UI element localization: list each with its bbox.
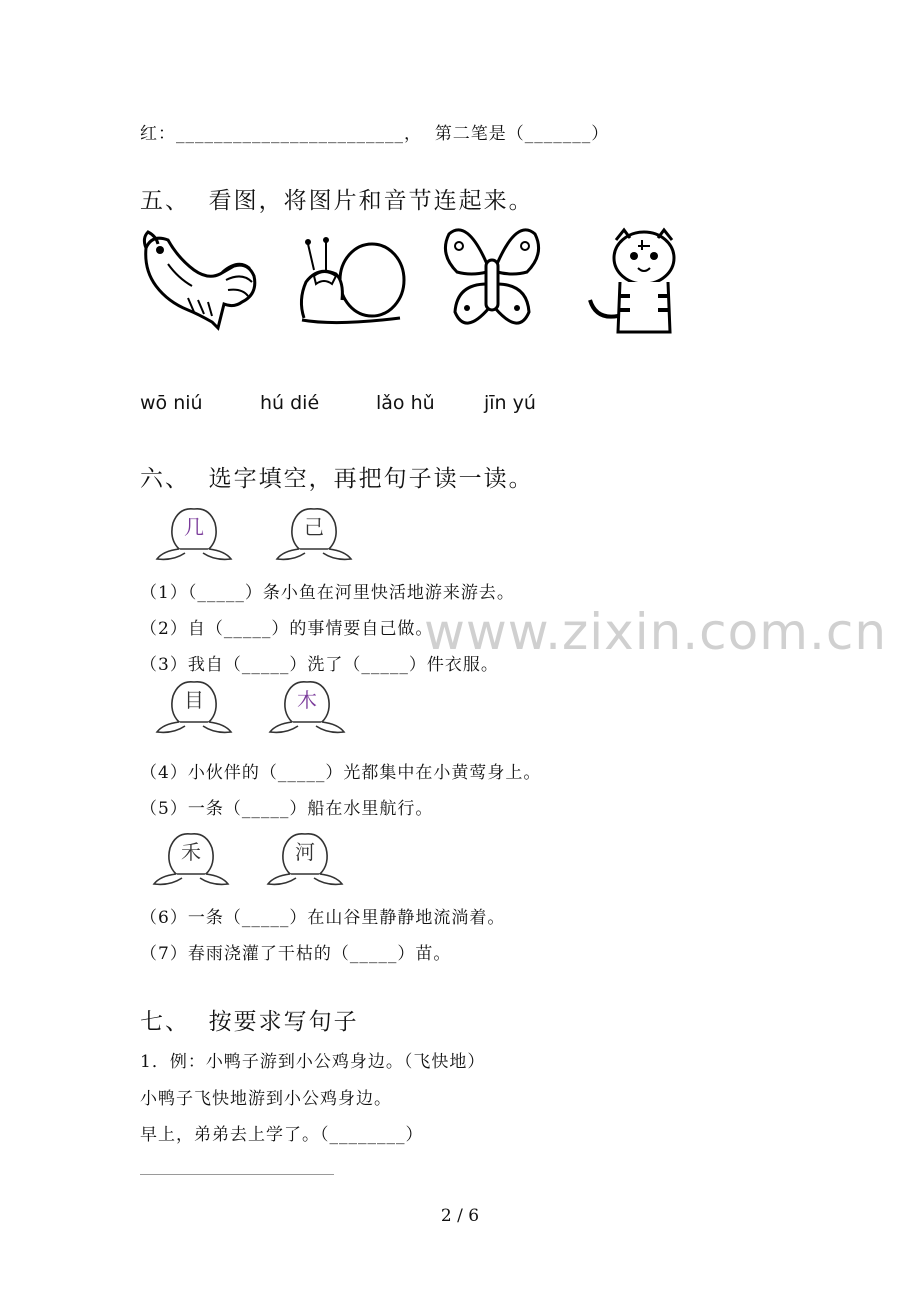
watermark: www.zixin.com.cn [424,603,888,661]
butterfly-icon [437,224,547,336]
fill-sentence: （2）自（_____）的事情要自己做。 [140,619,434,639]
stroke-blank: ________________________ [176,124,404,144]
peach-char-card [266,830,344,888]
fill-sentence: （5）一条（_____）船在水里航行。 [140,799,434,819]
section7-number: 七、 [140,1009,190,1035]
option-char: 河 [295,840,315,864]
section6-number: 六、 [140,466,190,492]
option-char: 目 [184,688,204,712]
stroke-comma: ， [404,124,422,144]
stroke-prefix: 红： [140,124,176,144]
option-char: 禾 [181,840,201,864]
peach-char-card [275,505,353,563]
footnote-divider [140,1174,334,1175]
example-line: 1．例：小鸭子游到小公鸡身边。（飞快地） [140,1052,486,1072]
section6-title: 选字填空，再把句子读一读。 [208,466,534,492]
peach-char-card [155,505,233,563]
second-stroke-question: 第二笔是（_______） [434,124,610,144]
fill-sentence: （7）春雨浇灌了干枯的（_____）苗。 [140,944,452,964]
snail-icon [296,230,408,330]
fill-sentence: （1）（_____）条小鱼在河里快活地游来游去。 [140,583,515,603]
peach-char-card [268,678,346,736]
section7-heading [140,1003,359,1036]
peach-char-card [155,678,233,736]
fill-sentence: （6）一条（_____）在山谷里静静地流淌着。 [140,908,506,928]
section7-title: 按要求写句子 [208,1009,359,1035]
fill-sentence: （3）我自（_____）洗了（_____）件衣服。 [140,655,499,675]
pinyin-option: lǎo hǔ [376,392,435,414]
option-char: 己 [304,515,324,539]
option-char: 几 [184,515,204,539]
page-number: 2 / 6 [440,1206,480,1226]
pinyin-option: jīn yú [484,392,536,414]
fill-sentence: （4）小伙伴的（_____）光都集中在小黄莺身上。 [140,763,542,783]
option-char: 木 [297,688,317,712]
pinyin-option: hú dié [260,392,320,414]
rewrite-question: 早上，弟弟去上学了。（________） [140,1125,424,1145]
peach-char-card [152,830,230,888]
pinyin-option: wō niú [140,392,203,414]
stroke-order-line [140,119,609,144]
example-answer: 小鸭子飞快地游到小公鸡身边。 [140,1089,392,1109]
section5-title: 看图，将图片和音节连起来。 [208,188,534,214]
section6-heading [140,460,534,493]
section5-heading [140,182,534,215]
tiger-icon [586,226,686,336]
section5-number: 五、 [140,188,190,214]
fish-icon [138,228,262,334]
